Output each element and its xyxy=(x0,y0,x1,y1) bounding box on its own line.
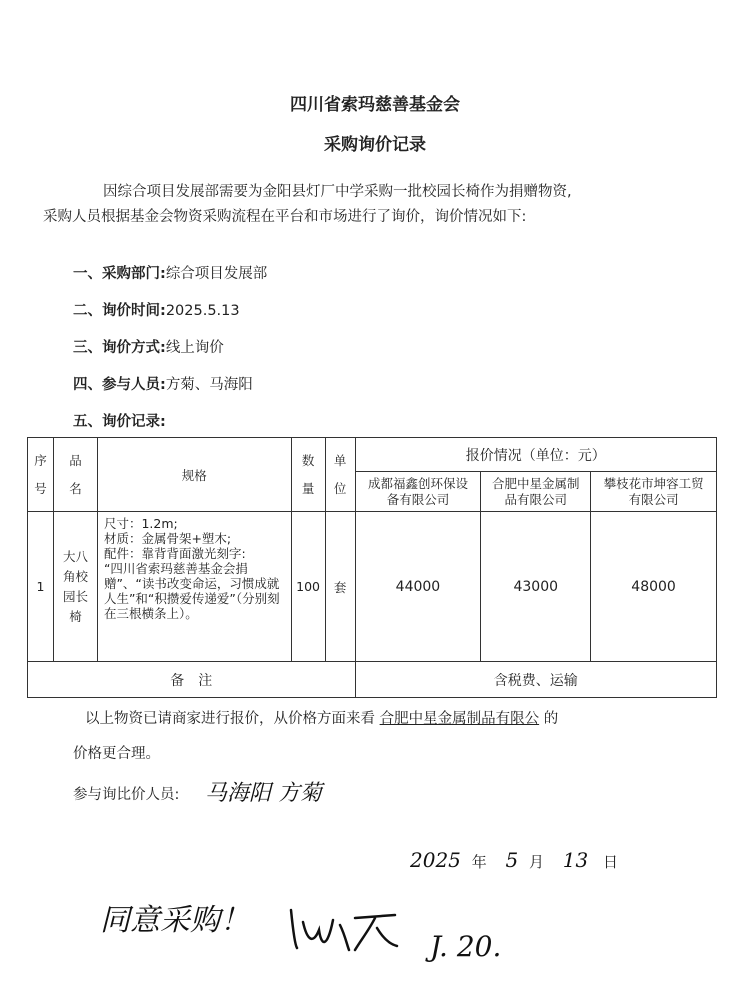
chosen-supplier: 合肥中星金属制品有限公 xyxy=(379,711,540,727)
item-value: 线上询价 xyxy=(165,340,224,356)
participants-label: 参与询比价人员: xyxy=(73,787,180,803)
date-day: 13 xyxy=(562,848,589,872)
org-title: 四川省索玛慈善基金会 xyxy=(290,95,460,115)
price-1: 44000 xyxy=(355,512,481,662)
date-year: 2025 xyxy=(410,848,461,872)
item-department xyxy=(73,262,267,283)
doc-title: 采购询价记录 xyxy=(324,135,426,155)
header-unit: 单位 xyxy=(325,438,355,512)
item-value: 方菊、马海阳 xyxy=(165,377,253,393)
item-participants xyxy=(73,373,253,394)
header-no: 序号 xyxy=(28,438,54,512)
item-value: 综合项目发展部 xyxy=(165,266,268,282)
item-records xyxy=(73,410,166,431)
date-month-char: 月 xyxy=(529,853,545,871)
remark-label: 备 注 xyxy=(28,662,356,698)
row-name: 大八角校园长椅 xyxy=(53,512,97,662)
price-3: 48000 xyxy=(591,512,717,662)
supplier-2: 合肥中星金属制品有限公司 xyxy=(481,472,591,512)
approver-signature: J. 20. xyxy=(430,930,502,963)
signed-date xyxy=(410,848,618,872)
header-quote: 报价情况（单位：元） xyxy=(355,438,716,472)
conclusion-suffix: 的 xyxy=(543,711,559,727)
approval-signature: 同意采购！ xyxy=(100,903,250,938)
row-no: 1 xyxy=(28,512,54,662)
approver-scribble xyxy=(285,900,415,960)
conclusion-prefix: 以上物资已请商家进行报价，从价格方面来看 xyxy=(85,711,375,727)
item-label: 五、询价记录: xyxy=(73,414,166,430)
date-year-char: 年 xyxy=(471,853,487,871)
item-label: 三、询价方式: xyxy=(73,340,166,356)
date-day-char: 日 xyxy=(603,853,619,871)
price-2: 43000 xyxy=(481,512,591,662)
item-value: 2025.5.13 xyxy=(165,303,240,319)
header-spec: 规格 xyxy=(97,438,291,512)
conclusion-line-1 xyxy=(73,707,558,728)
supplier-3: 攀枝花市坤容工贸有限公司 xyxy=(591,472,717,512)
item-label: 一、采购部门: xyxy=(73,266,166,282)
quote-table xyxy=(27,437,717,698)
intro-line-2: 采购人员根据基金会物资采购流程在平台和市场进行了询价，询价情况如下: xyxy=(43,209,527,225)
item-label: 二、询价时间: xyxy=(73,303,166,319)
conclusion-line-2: 价格更合理。 xyxy=(73,746,160,762)
spec-line: 配件：靠背背面激光刻字: xyxy=(103,546,246,561)
header-qty: 数量 xyxy=(291,438,325,512)
spec-line: 材质：金属骨架+塑木; xyxy=(103,531,232,546)
spec-line: “四川省索玛慈善基金会捐赠”、“读书改变命运，习惯成就人生”和“积攒爱传递爱”（分别刻在三根横条上）。 xyxy=(103,561,280,621)
spec-line: 尺寸：1.2m; xyxy=(103,516,178,531)
intro-line-1: 因综合项目发展部需要为金阳县灯厂中学采购一批校园长椅作为捐赠物资, xyxy=(103,184,572,200)
supplier-1: 成都福鑫创环保设备有限公司 xyxy=(355,472,481,512)
participants-signature: 马海阳 方菊 xyxy=(205,781,322,806)
item-label: 四、参与人员: xyxy=(73,377,166,393)
date-month: 5 xyxy=(505,848,519,872)
remark-value: 含税费、运输 xyxy=(355,662,716,698)
row-qty: 100 xyxy=(291,512,325,662)
header-name: 品名 xyxy=(53,438,97,512)
row-spec xyxy=(97,512,291,662)
item-date xyxy=(73,299,240,320)
item-method xyxy=(73,336,224,357)
intro-paragraph xyxy=(43,180,693,230)
row-unit: 套 xyxy=(325,512,355,662)
